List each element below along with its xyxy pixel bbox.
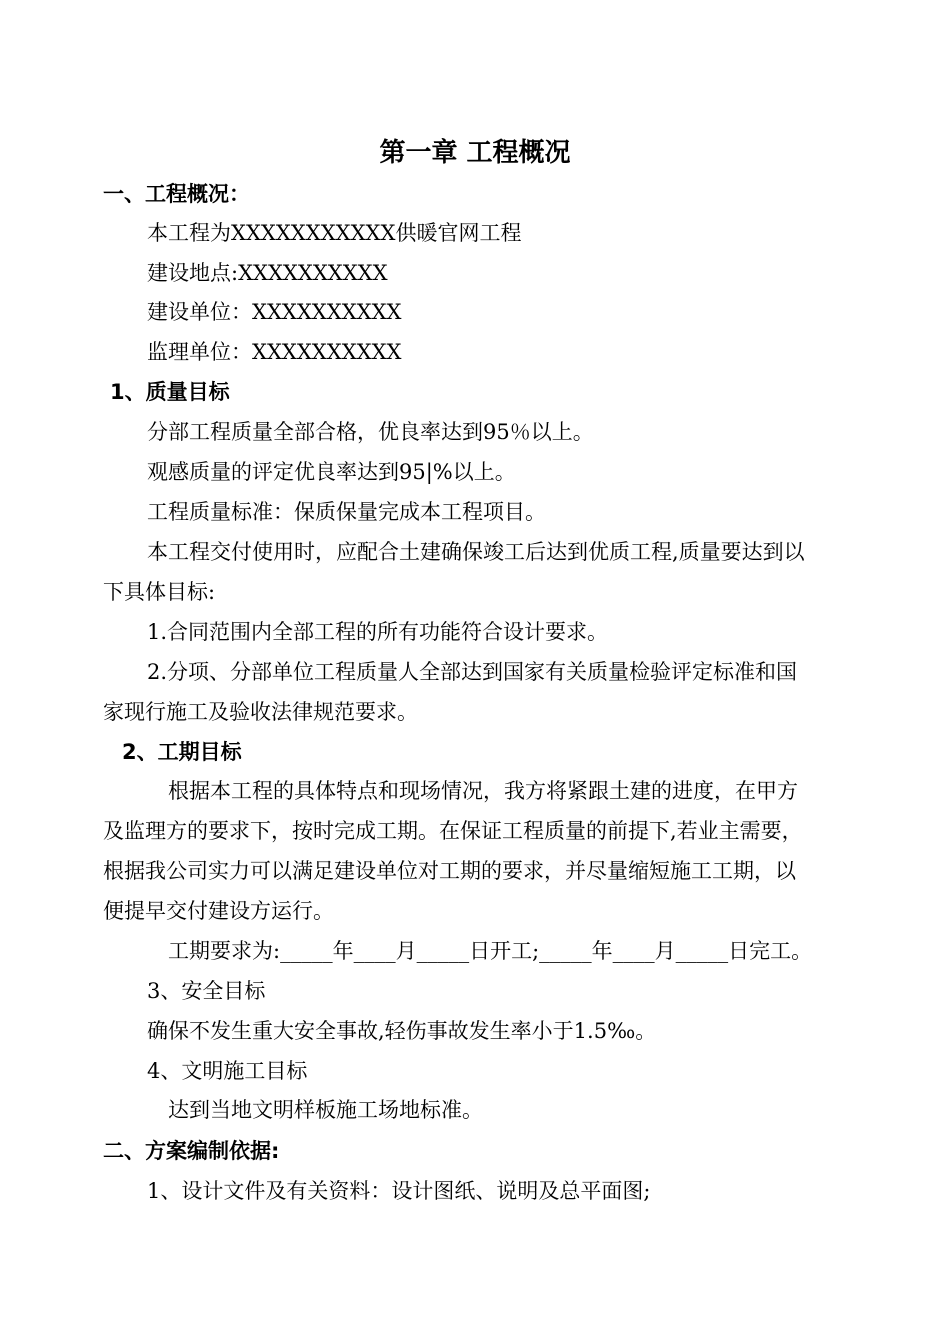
paragraph-line: 本工程为XXXXXXXXXXX供暖官网工程 <box>147 221 522 245</box>
paragraph-line: 1、设计文件及有关资料：设计图纸、说明及总平面图; <box>147 1179 651 1203</box>
paragraph-line: 1.合同范围内全部工程的所有功能符合设计要求。 <box>147 620 609 644</box>
paragraph-line: 确保不发生重大安全事故,轻伤事故发生率小于1.5‰。 <box>147 1019 657 1043</box>
subsection-heading: 4、文明施工目标 <box>147 1059 308 1083</box>
section-heading: 一、工程概况： <box>103 182 250 206</box>
paragraph-line: 下具体目标: <box>103 580 216 604</box>
paragraph-line: 根据本工程的具体特点和现场情况，我方将紧跟土建的进度，在甲方 <box>168 779 798 803</box>
paragraph-line: 本工程交付使用时，应配合土建确保竣工后达到优质工程,质量要达到以 <box>147 540 805 564</box>
paragraph-line: 达到当地文明样板施工场地标准。 <box>168 1098 483 1122</box>
subsection-heading: 2、工期目标 <box>122 740 242 764</box>
paragraph-line: 2.分项、分部单位工程质量人全部达到国家有关质量检验评定标准和国 <box>147 660 798 684</box>
section-heading: 二、方案编制依据: <box>103 1139 280 1163</box>
paragraph-line: 观感质量的评定优良率达到95|%以上。 <box>147 460 516 484</box>
paragraph-line: 分部工程质量全部合格，优良率达到95％以上。 <box>147 420 594 444</box>
subsection-heading: 1、质量目标 <box>110 380 230 404</box>
subsection-heading: 3、安全目标 <box>147 979 266 1003</box>
paragraph-line: 工期要求为:_____年____月_____日开工;_____年____月_____日完工。 <box>168 939 813 963</box>
paragraph-line: 家现行施工及验收法律规范要求。 <box>103 700 418 724</box>
page-title: 第一章 工程概况 <box>379 138 571 168</box>
paragraph-line: 监理单位：XXXXXXXXXX <box>147 340 402 364</box>
paragraph-line: 建设单位：XXXXXXXXXX <box>147 300 402 324</box>
paragraph-line: 根据我公司实力可以满足建设单位对工期的要求，并尽量缩短施工工期，以 <box>103 859 796 883</box>
paragraph-line: 建设地点:XXXXXXXXXX <box>147 261 388 285</box>
paragraph-line: 便提早交付建设方运行。 <box>103 899 334 923</box>
paragraph-line: 及监理方的要求下，按时完成工期。在保证工程质量的前提下,若业主需要， <box>103 819 803 843</box>
paragraph-line: 工程质量标准：保质保量完成本工程项目。 <box>147 500 546 524</box>
